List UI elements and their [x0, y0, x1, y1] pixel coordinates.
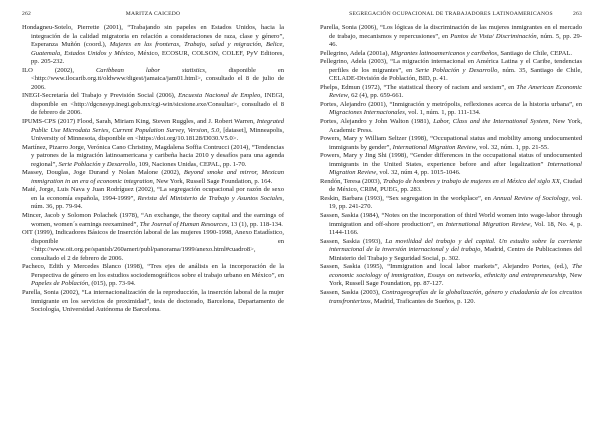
- reference-text: , vol. 1, núm. 1, pp. 111-134.: [404, 109, 481, 117]
- reference-entry: [320, 178, 582, 195]
- left-page-number: 262: [22, 11, 31, 17]
- reference-title-italic: International Migration Review: [445, 220, 531, 228]
- reference-title-italic: La movilidad del trabajo y del capital. Un estudio sobre la corriente internacional de la inversión internacional y del trabajo: [329, 237, 582, 254]
- reference-text: Reskin, Barbara (1993), “Sex segregation in the workplace”, en: [320, 194, 494, 202]
- reference-text: , vol. 32, núm 4, pp. 1015-1046.: [376, 169, 461, 177]
- reference-title-italic: The economic sociology of immigration, Essays on networks, ethnicity and entrepreneurship: [329, 263, 582, 279]
- reference-text: , New York, Academic Press.: [329, 118, 582, 134]
- reference-text: , Madrid, Traficantes de Sueños, p. 120.: [370, 297, 476, 305]
- reference-text: Hondagneu-Sotelo, Pierrette (2001), “Trabajando sin papeles en Estados Unidos, hacia la integración de la calidad migratoria en relación a consideraciones de raza, clase y género”, Esperanza Muñón (coord.),: [22, 24, 284, 49]
- reference-title-italic: Papeles de Población: [31, 280, 89, 288]
- reference-title-italic: Labor, Class and the International System: [433, 118, 549, 126]
- reference-entry: [22, 186, 284, 212]
- reference-title-italic: Encuesta Nacional de Empleo: [178, 92, 261, 100]
- reference-text: , Santiago de Chile, CEPAL.: [497, 49, 572, 57]
- left-running-header: [22, 11, 284, 19]
- right-page: [300, 0, 600, 431]
- reference-title-italic: Contrageografías de la globalización, género y ciudadanía de los circuitos transfronterizos: [329, 288, 582, 305]
- reference-text: Powers, Mary y William Seltzer (1998), “Occupational status and mobility among undocumented immigrants by gender”,: [320, 135, 582, 151]
- reference-title-italic: Caribbean labor statistics: [95, 66, 205, 74]
- reference-entry: [22, 229, 284, 263]
- reference-text: , vol. 19, pp. 241-270.: [329, 194, 582, 211]
- reference-entry: [320, 101, 582, 118]
- reference-text: , Ciudad de México, CRIM, PUEG, pp. 283.: [329, 177, 583, 194]
- reference-title-italic: Migrantes latinoamericanos y caribeños: [390, 49, 498, 57]
- reference-entry: [22, 289, 284, 315]
- reference-text: , New York, Russell Sage Foundation, pp. 87-127.: [329, 271, 582, 288]
- reference-title-italic: The Journal of Human Resources: [139, 220, 228, 228]
- reference-text: , núm. 5, pp. 29-46.: [329, 32, 582, 49]
- reference-text: , Vol. 18, No. 4, p. 1144-1166.: [329, 220, 582, 237]
- reference-entry: [22, 92, 284, 118]
- reference-entry: [320, 118, 582, 135]
- reference-text: Pellegrino, Adela (2001a),: [320, 49, 391, 57]
- left-header-title: MARITZA CAICEDO: [125, 11, 181, 17]
- reference-entry: [22, 212, 284, 229]
- reference-text: Parella, Sonia (2002), “La internacionalización de la reproducción, la inserción laboral de la mujer inmigrante en los servicios de proximidad”, tesis de doctorado, Barcelona, Departamento de Sociología, Universidad Autónoma de Barcelona.: [22, 288, 284, 314]
- reference-text: Powers, Mary y Jing Shi (1998), “Gender differences in the occupational status of undocumented immigrants in the United States, experience before and after legalization”: [320, 152, 582, 168]
- reference-entry: [320, 212, 582, 238]
- reference-text: Portes, Alejandro y John Walton (1981),: [320, 118, 434, 126]
- reference-text: Sassen, Saskia (2003),: [320, 288, 382, 296]
- reference-title-italic: Integrated Public Use Microdata Series, Current Population Survey, Version, 5.0: [31, 118, 284, 134]
- reference-text: IPUMS-CPS (2017) Flood, Sarah, Miriam King, Steven Ruggles, and J. Robert Warren,: [22, 118, 257, 126]
- reference-entry: [22, 144, 284, 170]
- reference-title-italic: Puntos de Vista/ Discriminación: [450, 32, 537, 40]
- reference-entry: [320, 152, 582, 178]
- reference-entry: [22, 118, 284, 144]
- reference-text: , núm. 36, pp. 79-94.: [31, 194, 284, 211]
- reference-text: Mincer, Jacob y Solomon Polachek (1978), “An exchange, the theory capital and the earnings of women, women´s earnings reexamined”,: [22, 212, 284, 228]
- reference-title-italic: Serie Población y Desarrollo: [58, 160, 136, 168]
- reference-title-italic: Serie Población y Desarrollo: [415, 66, 498, 74]
- right-header-title: SEGREGACIÓN OCUPACIONAL DE TRABAJADORES LATINOAMERICANOS: [349, 11, 553, 17]
- reference-title-italic: Migraciones Internacionales: [329, 109, 405, 117]
- reference-text: Pellegrino, Adela (2003), “La migración internacional en América Latina y el Caribe, tendencias perfiles de los migrantes”, en: [320, 58, 582, 74]
- reference-title-italic: The American Economic Review: [329, 83, 583, 100]
- reference-title-italic: International Migration Review: [329, 160, 582, 177]
- right-running-header: [320, 11, 582, 19]
- reference-text: Parella, Sonia (2006), “Los lógicas de la discriminación de las mujeres inmigrantes en el mercado de trabajo, mecanismos y repercusiones”, en: [320, 24, 582, 40]
- reference-entry: [320, 135, 582, 152]
- reference-text: Sassen, Saskia (1995), “Immigration and local labor markets”, Alejandro Portes, (ed.),: [320, 263, 573, 271]
- reference-entry: [320, 263, 582, 289]
- reference-text: , 109, Naciones Unidas, CEPAL, pp. 1-70.: [135, 160, 247, 168]
- reference-text: Pacheco, Edith y Mercedes Blanco (1998), “Tres ejes de análisis en la incorporación de la Perspectiva de género en los estudios sociodemográficos sobre el trabajo urbano en México”, en: [22, 263, 284, 279]
- reference-entry: [22, 263, 284, 289]
- right-page-number: 263: [573, 11, 582, 17]
- reference-text: Massey, Douglas, Joge Durand y Nolan Malone (2002),: [22, 169, 184, 177]
- reference-text: Sassen, Saskia (1984), “Notes on the incorporation of third World women into wage-labor through immigration and off-shore production”, en: [320, 212, 582, 228]
- reference-text: Martínez, Pizarro Jorge, Verónica Cano Christiny, Magdalena Soffia Contrucci (2014), “Tendencias y patrones de la migración latinoamericana y caribeña hacia 2010 y desafíos para una agenda regional”,: [22, 143, 284, 168]
- reference-text: , (015), pp. 73-94.: [88, 280, 136, 288]
- reference-text: , México, ECOSUR, COLSON, COLEF, PyV Editores, pp. 205-232.: [31, 49, 284, 66]
- reference-text: Sassen, Saskia (1993),: [320, 237, 386, 245]
- reference-text: , [dataset], Minneapolis, University of Minnesota, disponible en <https://doi.org/10.18128/D030.V5.0>.: [31, 126, 284, 143]
- reference-text: Rendón, Teresa (2003),: [320, 177, 383, 185]
- reference-title-italic: Mujeres en las fronteras, Trabajo, salud y migración, Belice, Guatemala, Estados Unidos y México: [31, 41, 284, 57]
- reference-text: , núm. 35, Santiago de Chile, CELADE-División de Población, BID, p. 41.: [329, 66, 582, 83]
- reference-entry: [320, 84, 582, 101]
- reference-title-italic: Beyond smoke and mirror, Mexican immigration in an era of economic integration: [31, 169, 285, 185]
- reference-title-italic: Annual Review of Sociology: [493, 194, 569, 202]
- reference-text: Phelps, Edmun (1972), “The statistical theory of racism and sexism”, en: [320, 83, 517, 91]
- reference-entry: [320, 238, 582, 264]
- reference-text: ILO (2002),: [22, 66, 96, 74]
- reference-text: OIT (1999), Indicadores Básicos de Inserción laboral de las mujeres 1990-1998, Anexo Estadístico, disponible en <http://www.oit.org.pe/spanish/260ameri/publ/panorama/1999/anexo.html#cuadro8>, consultado el 2 de febrero de 2006.: [22, 229, 284, 262]
- reference-text: Portes, Alejandro (2001), “Inmigración y metrópolis, reflexiones acerca de la historia urbana”, en: [320, 100, 582, 108]
- reference-entry: [320, 58, 582, 84]
- reference-text: , INEGI, disponible en <http://dgcnesyp.inegi.gob.mx/cgi-win/sicsione.exe/Consultar>, consultado el 8 de febrero de 2006.: [31, 92, 284, 117]
- reference-text: , 62 (4), pp. 659-661.: [347, 92, 404, 100]
- reference-text: Maté, Jorge, Luis Nava y Juan Rodríguez (2002), “La segregación ocupacional por razón de sexo en la economía española, 1994-1999”,: [22, 186, 284, 202]
- right-reference-list: [320, 24, 582, 306]
- reference-entry: [320, 289, 582, 306]
- reference-title-italic: International Migration Review: [392, 143, 476, 151]
- reference-entry: [22, 67, 284, 93]
- reference-title-italic: Trabajo de hombres y trabajo de mujeres en el México del siglo XX: [382, 177, 560, 185]
- reference-text: , disponible en <http://www.ilocarib.org.tt/oldwww/digest/jamaica/jam01.html>, consultado el 8 de julio de 2006.: [31, 66, 285, 91]
- reference-text: , 13 (1), pp. 118-134.: [227, 220, 283, 228]
- reference-title-italic: Revista del Ministerio de Trabajo y Asuntos Sociales: [137, 194, 283, 202]
- reference-text: INEGI-Secretaría del Trabajo y Previsión Social (2006),: [22, 92, 179, 100]
- reference-entry: [320, 195, 582, 212]
- reference-text: , Madrid, Centro de Publicaciones del Ministerio del Trabajo y Seguridad Social, p. 302.: [329, 246, 582, 262]
- reference-entry: [320, 50, 582, 59]
- reference-entry: [22, 169, 284, 186]
- reference-text: , New York, Russell Sage Foundation, p. 164.: [152, 177, 273, 185]
- reference-text: , vol. 32, núm. 1, pp. 21-55.: [475, 143, 549, 151]
- reference-entry: [320, 24, 582, 50]
- reference-entry: [22, 24, 284, 67]
- left-reference-list: [22, 24, 284, 315]
